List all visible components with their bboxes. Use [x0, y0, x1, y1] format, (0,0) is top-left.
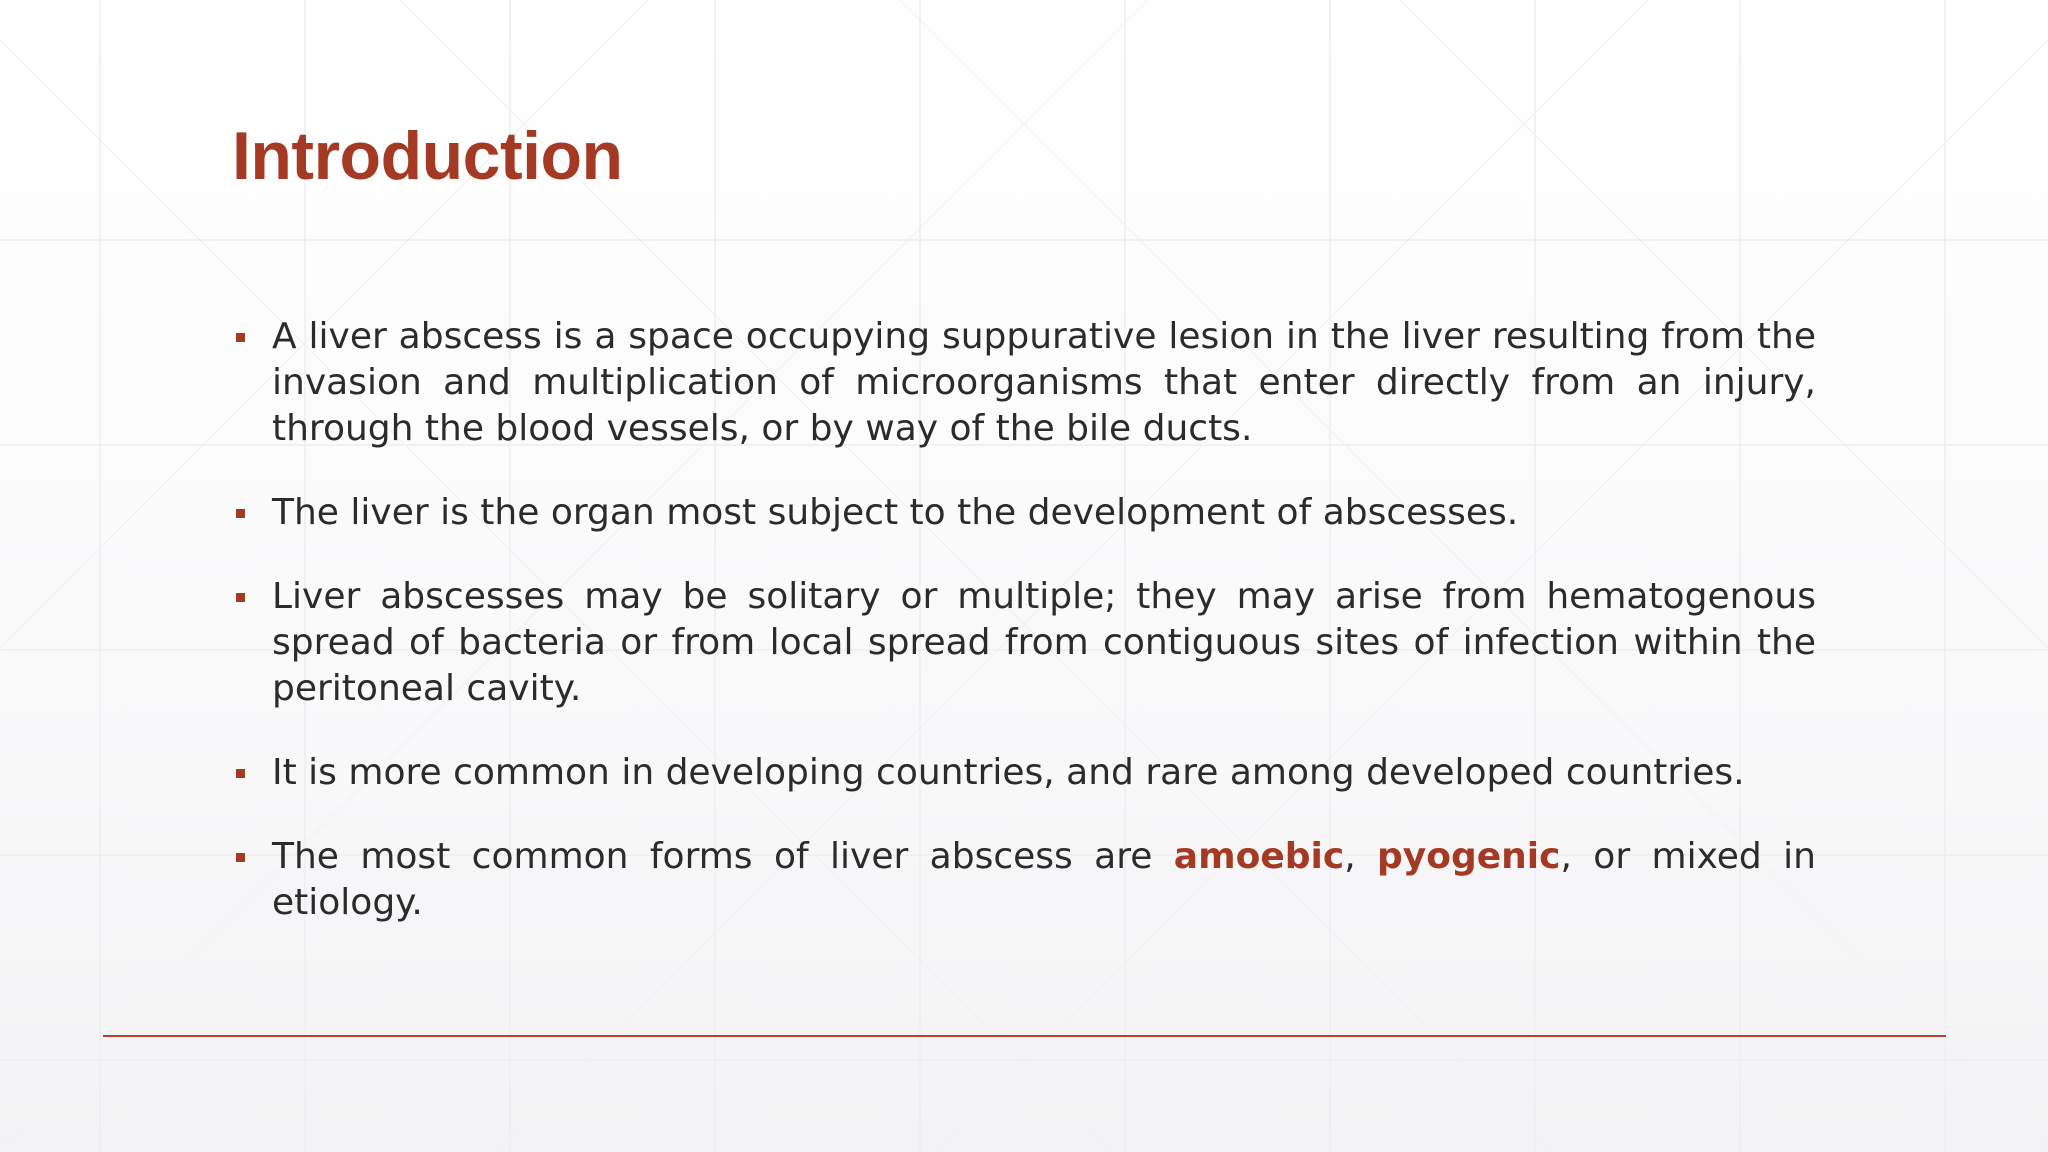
term-amoebic: amoebic	[1173, 836, 1345, 877]
term-pyogenic: pyogenic	[1377, 836, 1561, 877]
square-bullet-icon	[236, 769, 245, 778]
bullet-text-suffix: , or mixed in etiology.	[272, 836, 1816, 923]
bullet-text: It is more common in developing countries, and rare among developed countries.	[272, 752, 1745, 793]
bullet-item-spread	[232, 574, 1816, 712]
footer-divider	[103, 1035, 1946, 1037]
square-bullet-icon	[236, 333, 245, 342]
bullet-text-prefix: The most common forms of liver abscess are	[272, 836, 1174, 877]
term-separator: ,	[1344, 836, 1378, 877]
square-bullet-icon	[236, 853, 245, 862]
bullet-item-prevalence	[232, 750, 1816, 796]
bullet-text: The liver is the organ most subject to the development of abscesses.	[272, 492, 1519, 533]
square-bullet-icon	[236, 509, 245, 518]
bullet-text: Liver abscesses may be solitary or multiple; they may arise from hematogenous spread of bacteria or from local spread from contiguous sites of infection within the peritoneal cavity.	[272, 576, 1816, 709]
square-bullet-icon	[236, 593, 245, 602]
bullet-text: A liver abscess is a space occupying suppurative lesion in the liver resulting from the invasion and multiplication of microorganisms that enter directly from an injury, through the blood vessels, or by way of the bile ducts.	[272, 316, 1816, 449]
bullet-list	[232, 314, 1816, 964]
bullet-item-organ	[232, 490, 1816, 536]
slide-title: Introduction	[232, 118, 623, 194]
bullet-item-definition	[232, 314, 1816, 452]
bullet-item-forms	[232, 834, 1816, 926]
